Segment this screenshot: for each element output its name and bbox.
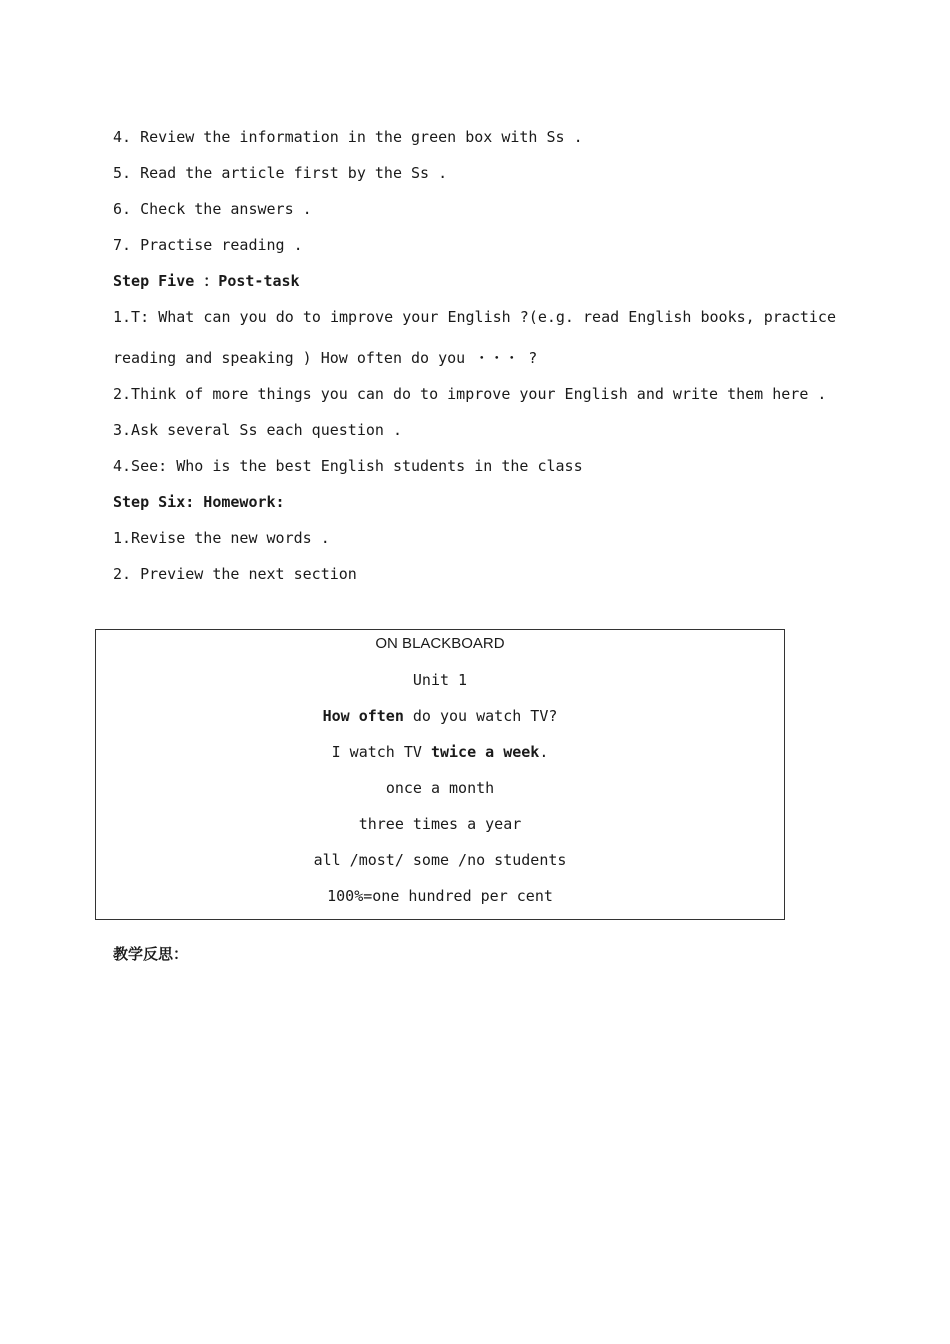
procedure-item-6: 6. Check the answers . (113, 200, 312, 218)
blackboard-answer-start: I watch TV (331, 743, 431, 761)
step-five-item-4: 4.See: Who is the best English students in the class (113, 457, 583, 475)
procedure-item-4: 4. Review the information in the green box with Ss . (113, 128, 583, 146)
step-five-item-3: 3.Ask several Ss each question . (113, 421, 402, 439)
blackboard-question (96, 706, 784, 726)
reflection-heading: 教学反思： (113, 945, 189, 963)
blackboard-three: three times a year (358, 815, 522, 833)
blackboard-box (95, 629, 785, 920)
step-six-item-1: 1.Revise the new words . (113, 529, 330, 547)
blackboard-unit: Unit 1 (412, 671, 468, 689)
blackboard-answer (96, 742, 784, 762)
step-six-heading: Step Six: Homework: (113, 493, 285, 511)
blackboard-title: ON BLACKBOARD (375, 635, 505, 652)
step-five-heading: Step Five ：Post-task (113, 272, 300, 290)
procedure-item-7: 7. Practise reading . (113, 236, 303, 254)
blackboard-answer-bold: twice a week (430, 743, 540, 761)
step-five-item-1-line-1: 1.T: What can you do to improve your English ?(e.g. read English books, practice (113, 308, 836, 326)
blackboard-answer-end: . (539, 743, 549, 761)
blackboard-question-bold: How often (322, 707, 404, 725)
blackboard-students: all /most/ some /no students (313, 851, 567, 869)
blackboard-question-rest: do you watch TV? (403, 707, 558, 725)
blackboard-percent: 100%=one hundred per cent (327, 887, 553, 905)
step-five-item-1-line-2: reading and speaking ) How often do you ・・・ ? (113, 349, 538, 367)
step-five-item-2: 2.Think of more things you can do to improve your English and write them here . (113, 385, 827, 403)
blackboard-once: once a month (385, 779, 495, 797)
step-six-item-2: 2. Preview the next section (113, 565, 357, 583)
procedure-item-5: 5. Read the article first by the Ss . (113, 164, 448, 182)
